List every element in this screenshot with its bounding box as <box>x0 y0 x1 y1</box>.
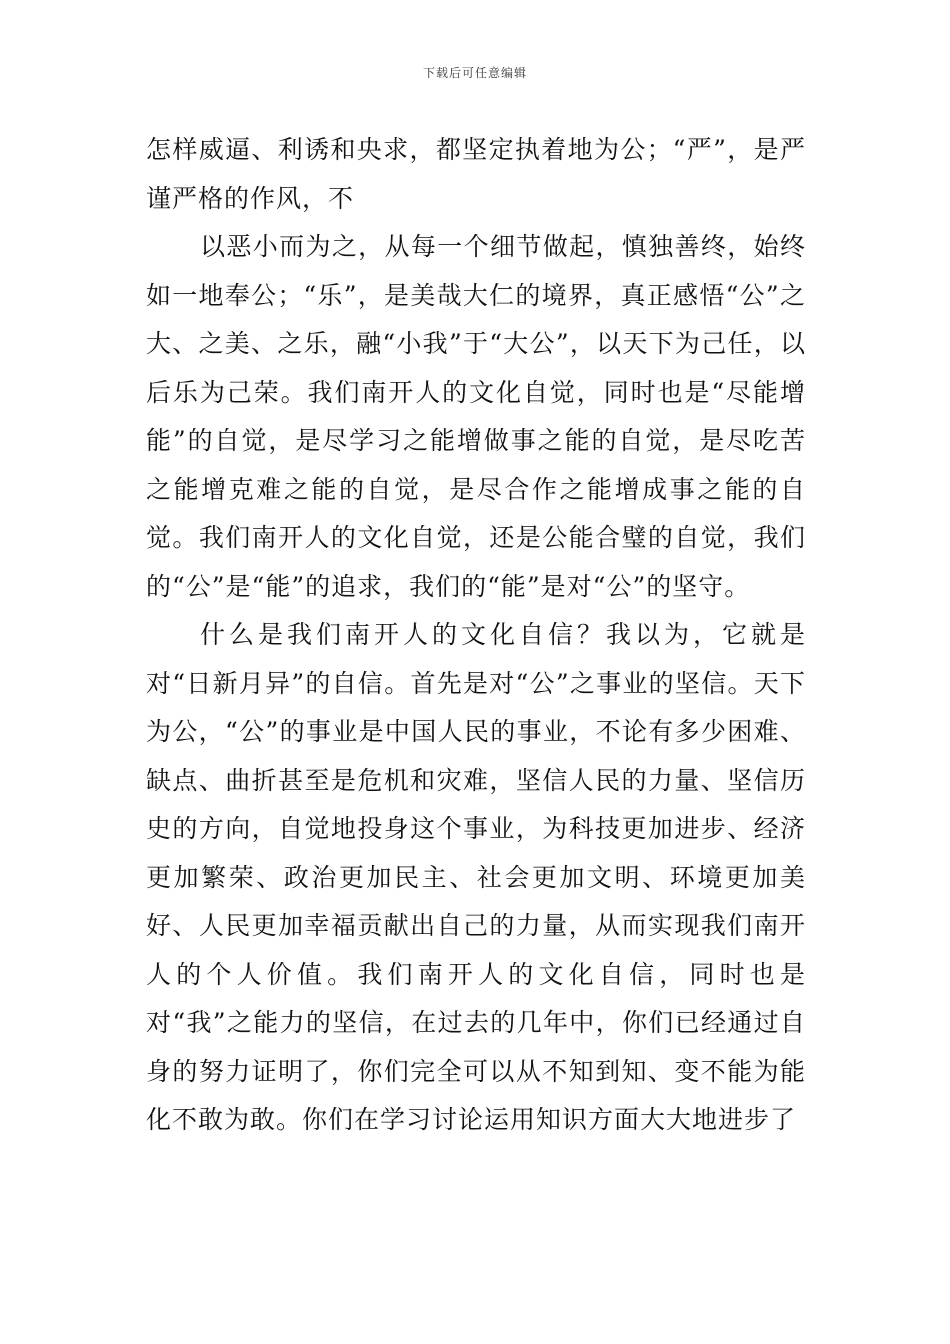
paragraph-cultural-confidence: 什么是我们南开人的文化自信？我以为，它就是对“日新月异”的自信。首先是对“公”之事业的坚信。天下为公，“公”的事业是中国人民的事业，不论有多少困难、缺点、曲折甚至是危机和灾难，坚信人民的力量、坚信历史的方向，自觉地投身这个事业，为科技更加进步、经济更加繁荣、政治更加民主、社会更加文明、环境更加美好、人民更加幸福贡献出自己的力量，从而实现我们南开人的个人价值。我们南开人的文化自信，同时也是对“我”之能力的坚信，在过去的几年中，你们已经通过自身的努力证明了，你们完全可以从不知到知、变不能为能化不敢为敢。你们在学习讨论运用知识方面大大地进步了 <box>146 620 806 1134</box>
paragraph-cultural-awareness: 以恶小而为之，从每一个细节做起，慎独善终，始终如一地奉公；“乐”，是美哉大仁的境界，真正感悟“公”之大、之美、之乐，融“小我”于“大公”，以天下为己任，以后乐为己荣。我们南开人的文化自觉，同时也是“尽能增能”的自觉，是尽学习之能增做事之能的自觉，是尽吃苦之能增克难之能的自觉，是尽合作之能增成事之能的自觉。我们南开人的文化自觉，还是公能合璧的自觉，我们的“公”是“能”的追求，我们的“能”是对“公”的坚守。 <box>146 232 806 601</box>
page-header: 下载后可任意编辑 <box>422 66 527 80</box>
document-body <box>146 126 806 1145</box>
paragraph-continuation: 怎样威逼、利诱和央求，都坚定执着地为公；“严”，是严谨严格的作风，不 <box>146 135 806 213</box>
